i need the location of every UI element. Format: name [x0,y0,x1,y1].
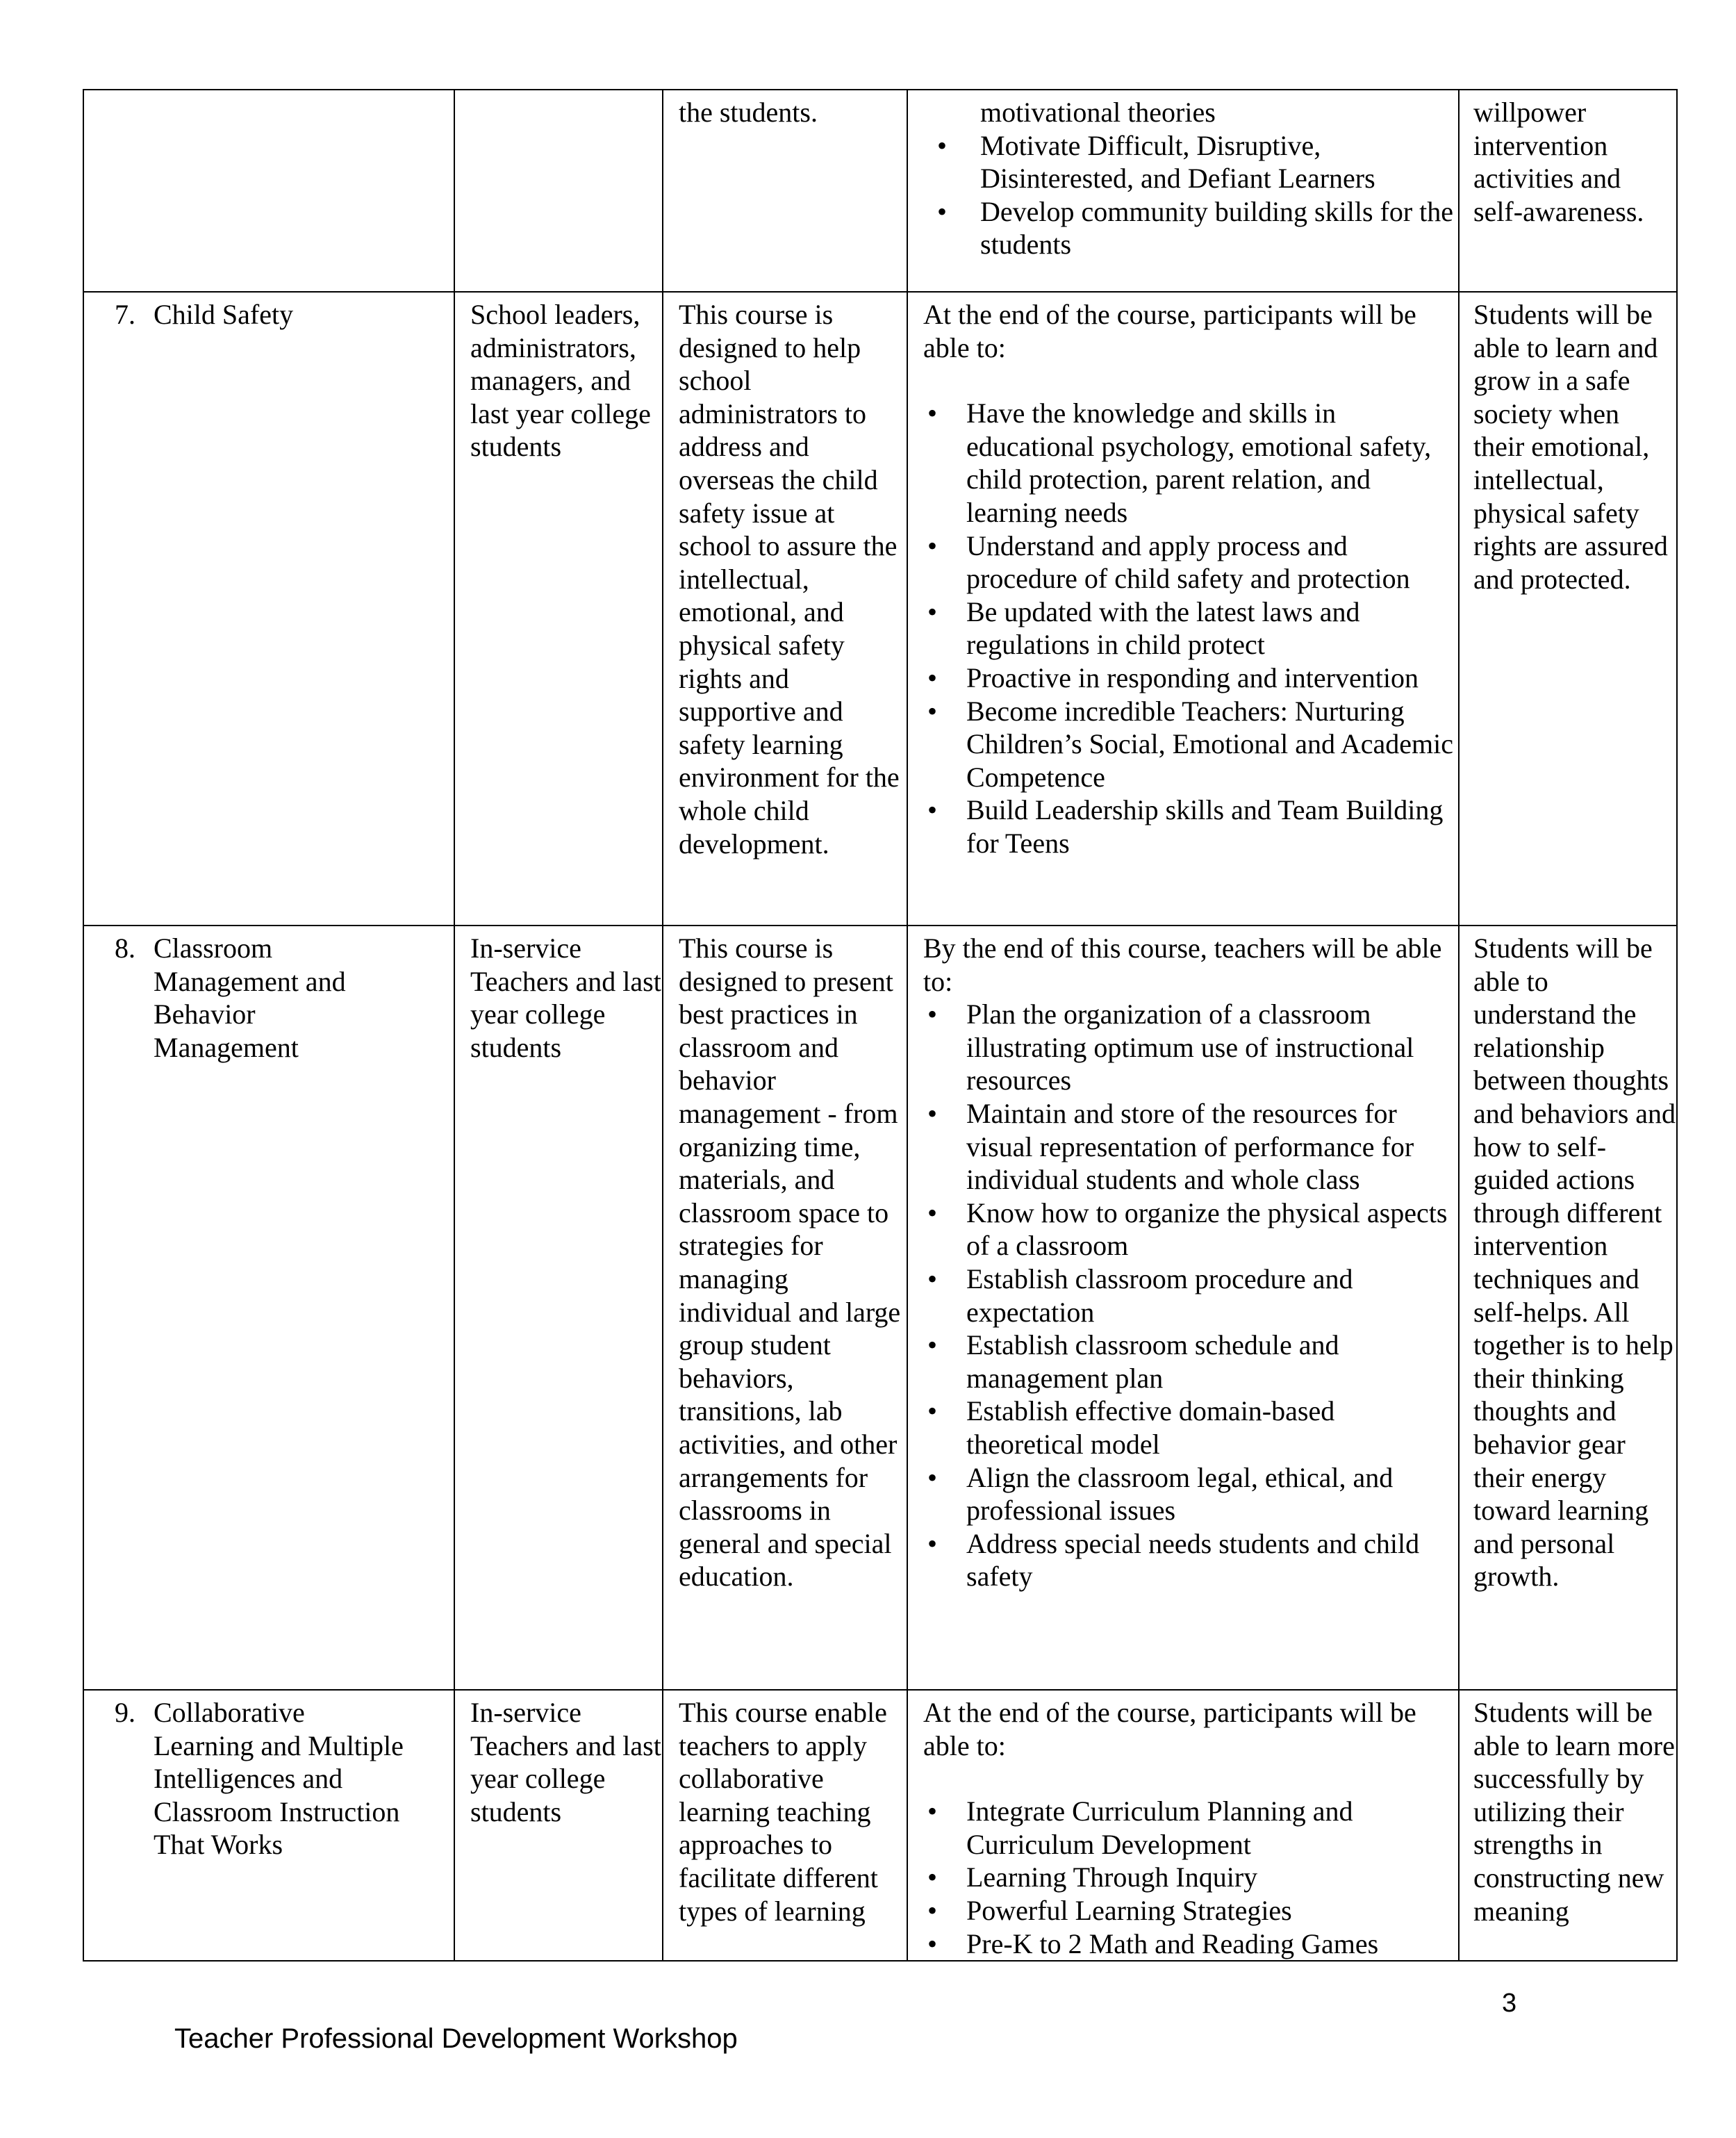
list-item: • Plan the organization of a classroom illustrating optimum use of instructional resources [923,998,1458,1097]
list-item: • Learning Through Inquiry [923,1861,1458,1894]
list-item: • Become incredible Teachers: Nurturing Children’s Social, Emotional and Academic Competence [923,695,1458,794]
list-item: • Proactive in responding and intervention [923,661,1458,695]
list-item: • Establish classroom schedule and management plan [923,1329,1458,1395]
outcomes-cell [907,1690,1459,1961]
list-item: motivational theories [980,97,1216,128]
list-item: • Establish classroom procedure and expectation [923,1263,1458,1329]
course-title: Collaborative Learning and Multiple Intelligences and Classroom Instruction That Works [154,1697,404,1861]
participants-cell: School leaders, administrators, managers, and last year college students [454,292,663,926]
list-item: • Align the classroom legal, ethical, and professional issues [923,1461,1458,1527]
course-number: 7. [115,299,135,330]
table-row [83,926,1677,1690]
page-number: 3 [1502,1989,1517,2018]
impact-cell: Students will be able to learn more successfully by utilizing their strengths in constructing new meaning [1459,1690,1677,1961]
outcomes-intro: At the end of the course, participants will be able to: [923,1697,1416,1761]
outcomes-list [923,397,1458,860]
participants-cell: In-service Teachers and last year college students [454,926,663,1690]
list-item: • Maintain and store of the resources for visual representation of performance for individual students and whole class [923,1097,1458,1197]
course-cell [83,926,454,1690]
course-title: Child Safety [154,299,294,330]
outcomes-list [923,96,1458,261]
description-cell: the students. [663,90,907,292]
impact-cell: Students will be able to learn and grow in a safe society when their emotional, intellectual, physical safety rights are assured and protected. [1459,292,1677,926]
outcomes-cell [907,926,1459,1690]
impact-cell: willpower intervention activities and self-awareness. [1459,90,1677,292]
page-footer: Teacher Professional Development Workshop [174,2023,738,2054]
list-item: • Understand and apply process and procedure of child safety and protection [923,529,1458,595]
list-item: • Have the knowledge and skills in educational psychology, emotional safety, child protection, parent relation, and learning needs [923,397,1458,529]
list-item: • Establish effective domain-based theoretical model [923,1395,1458,1461]
course-number: 8. [115,932,135,964]
description-cell: This course enable teachers to apply collaborative learning teaching approaches to facilitate different types of learning [663,1690,907,1961]
list-item: • Develop community building skills for the students [923,195,1458,261]
outcomes-intro: By the end of this course, teachers will be able to: [923,932,1442,997]
list-item: • Address special needs students and child safety [923,1527,1458,1593]
description-cell: This course is designed to help school administrators to address and overseas the child safety issue at school to assure the intellectual, emotional, and physical safety rights and supportive and safety learning environment for the whole child development. [663,292,907,926]
course-number: 9. [115,1697,135,1728]
table-row [83,1690,1677,1961]
list-item: • Know how to organize the physical aspects of a classroom [923,1197,1458,1263]
table-row [83,292,1677,926]
list-item: • Be updated with the latest laws and regulations in child protect [923,595,1458,661]
outcomes-list [923,1795,1458,1960]
course-cell [83,1690,454,1961]
list-item: • Powerful Learning Strategies [923,1894,1458,1927]
list-item: • Integrate Curriculum Planning and Curriculum Development [923,1795,1458,1861]
participants-cell [454,90,663,292]
participants-cell: In-service Teachers and last year college students [454,1690,663,1961]
description-cell: This course is designed to present best practices in classroom and behavior management - from organizing time, materials, and classroom space to strategies for managing individual and large group student behaviors, transitions, lab activities, and other arrangements for classrooms in general and special education. [663,926,907,1690]
course-cell [83,292,454,926]
impact-cell: Students will be able to understand the relationship between thoughts and behaviors and how to self-guided actions through different intervention techniques and self-helps. All together is to help their thinking thoughts and behavior gear their energy toward learning and personal growth. [1459,926,1677,1690]
course-title: Classroom Management and Behavior Management [154,932,346,1063]
list-item: • Motivate Difficult, Disruptive, Disinterested, and Defiant Learners [923,129,1458,195]
list-item: • Pre-K to 2 Math and Reading Games [923,1927,1458,1961]
outcomes-list [923,998,1458,1593]
outcomes-intro: At the end of the course, participants will be able to: [923,299,1416,363]
outcomes-cell [907,90,1459,292]
table-row [83,90,1677,292]
list-item: • Build Leadership skills and Team Building for Teens [923,793,1458,860]
curriculum-table [83,89,1678,1962]
course-cell [83,90,454,292]
outcomes-cell [907,292,1459,926]
